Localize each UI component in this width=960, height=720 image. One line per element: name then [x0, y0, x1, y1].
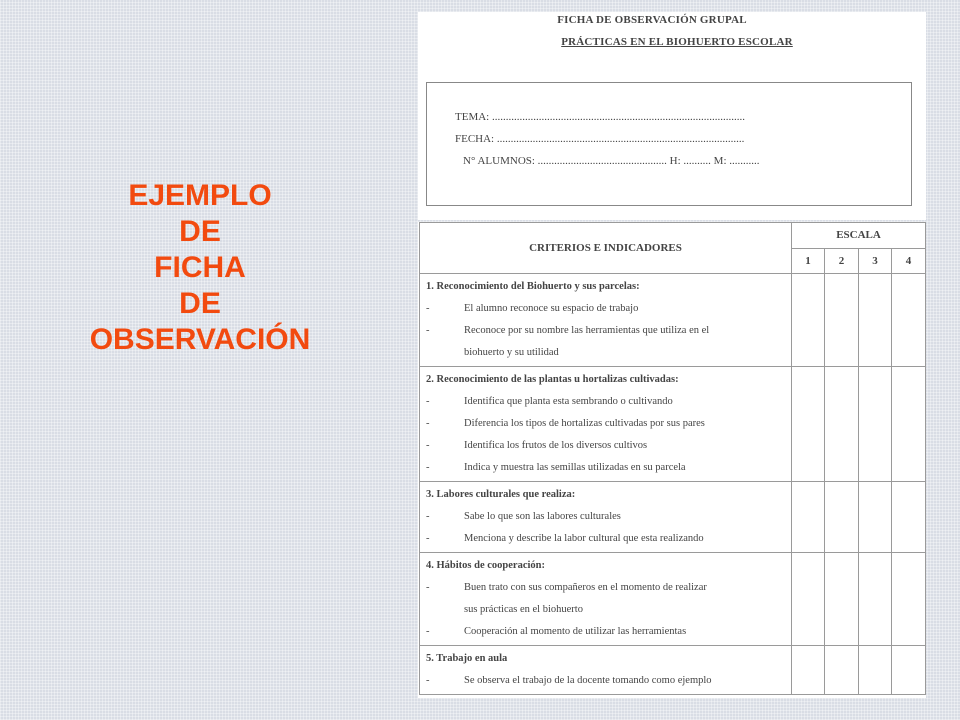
indicator: - El alumno reconoce su espacio de trabajo	[426, 303, 639, 314]
scale-cell	[792, 553, 825, 646]
scale-cell	[859, 367, 892, 482]
scale-cell	[859, 482, 892, 553]
document-title-line2: PRÁCTICAS EN EL BIOHUERTO ESCOLAR	[561, 36, 793, 48]
table-row	[420, 367, 926, 482]
scale-number: 3	[859, 248, 892, 274]
indicator: - Indica y muestra las semillas utilizadas en su parcela	[426, 462, 686, 473]
scale-cell	[792, 646, 825, 695]
section-title: 5. Trabajo en aula	[426, 653, 508, 664]
scale-cell	[825, 553, 859, 646]
indicator: - Sabe lo que son las labores culturales	[426, 511, 621, 522]
section-cell	[420, 367, 792, 482]
fecha-field: FECHA: ..........................................................................................	[455, 133, 745, 145]
section-title: 3. Labores culturales que realiza:	[426, 489, 576, 500]
slide-title-line: DE	[179, 215, 221, 248]
header-criteria: CRITERIOS E INDICADORES	[420, 223, 792, 274]
scale-number: 2	[825, 248, 859, 274]
indicator: - Cooperación al momento de utilizar las herramientas	[426, 626, 687, 637]
indicator-continuation: sus prácticas en el biohuerto	[464, 604, 583, 615]
scale-cell	[792, 274, 825, 367]
slide-title-line: EJEMPLO	[128, 179, 272, 212]
alumnos-field: N° ALUMNOS: ............................................... H: .......... M: ...........	[463, 155, 760, 167]
scale-cell	[892, 646, 926, 695]
section-cell	[420, 646, 792, 695]
scale-cell	[792, 367, 825, 482]
section-cell	[420, 482, 792, 553]
document-title-line1: FICHA DE OBSERVACIÓN GRUPAL	[557, 14, 747, 26]
scale-cell	[892, 367, 926, 482]
slide-title-line: FICHA	[154, 251, 246, 284]
indicator: - Buen trato con sus compañeros en el momento de realizar	[426, 582, 707, 593]
scale-cell	[892, 482, 926, 553]
section-title: 1. Reconocimiento del Biohuerto y sus parcelas:	[426, 281, 640, 292]
section-title: 4. Hábitos de cooperación:	[426, 560, 545, 571]
scale-cell	[892, 553, 926, 646]
info-box	[426, 82, 912, 206]
table-row	[420, 482, 926, 553]
scale-cell	[825, 646, 859, 695]
slide-title	[40, 178, 360, 358]
scale-cell	[825, 482, 859, 553]
indicator: - Diferencia los tipos de hortalizas cultivadas por sus pares	[426, 418, 705, 429]
indicator: - Identifica que planta esta sembrando o cultivando	[426, 396, 673, 407]
scale-cell	[859, 274, 892, 367]
indicator: - Reconoce por su nombre las herramientas que utiliza en el	[426, 325, 710, 336]
slide-title-line: DE	[179, 287, 221, 320]
scale-cell	[859, 553, 892, 646]
slide-title-line: OBSERVACIÓN	[89, 323, 311, 356]
header-scale: ESCALA	[792, 223, 926, 249]
scale-cell	[892, 274, 926, 367]
table-row	[420, 646, 926, 695]
scale-number: 4	[892, 248, 926, 274]
tema-field: TEMA: ............................................................................................	[455, 111, 745, 123]
scale-cell	[859, 646, 892, 695]
scale-number: 1	[792, 248, 825, 274]
scale-cell	[825, 367, 859, 482]
section-cell	[420, 274, 792, 367]
table-row	[420, 274, 926, 367]
criteria-table-container	[418, 222, 926, 698]
indicator: - Identifica los frutos de los diversos cultivos	[426, 440, 648, 451]
criteria-table	[419, 222, 926, 695]
scale-cell	[825, 274, 859, 367]
document-header	[418, 12, 926, 220]
table-row	[420, 553, 926, 646]
section-title: 2. Reconocimiento de las plantas u hortalizas cultivadas:	[426, 374, 679, 385]
indicator-continuation: biohuerto y su utilidad	[464, 347, 559, 358]
indicator: - Menciona y describe la labor cultural que esta realizando	[426, 533, 704, 544]
indicator: - Se observa el trabajo de la docente tomando como ejemplo	[426, 675, 712, 686]
section-cell	[420, 553, 792, 646]
scale-cell	[792, 482, 825, 553]
